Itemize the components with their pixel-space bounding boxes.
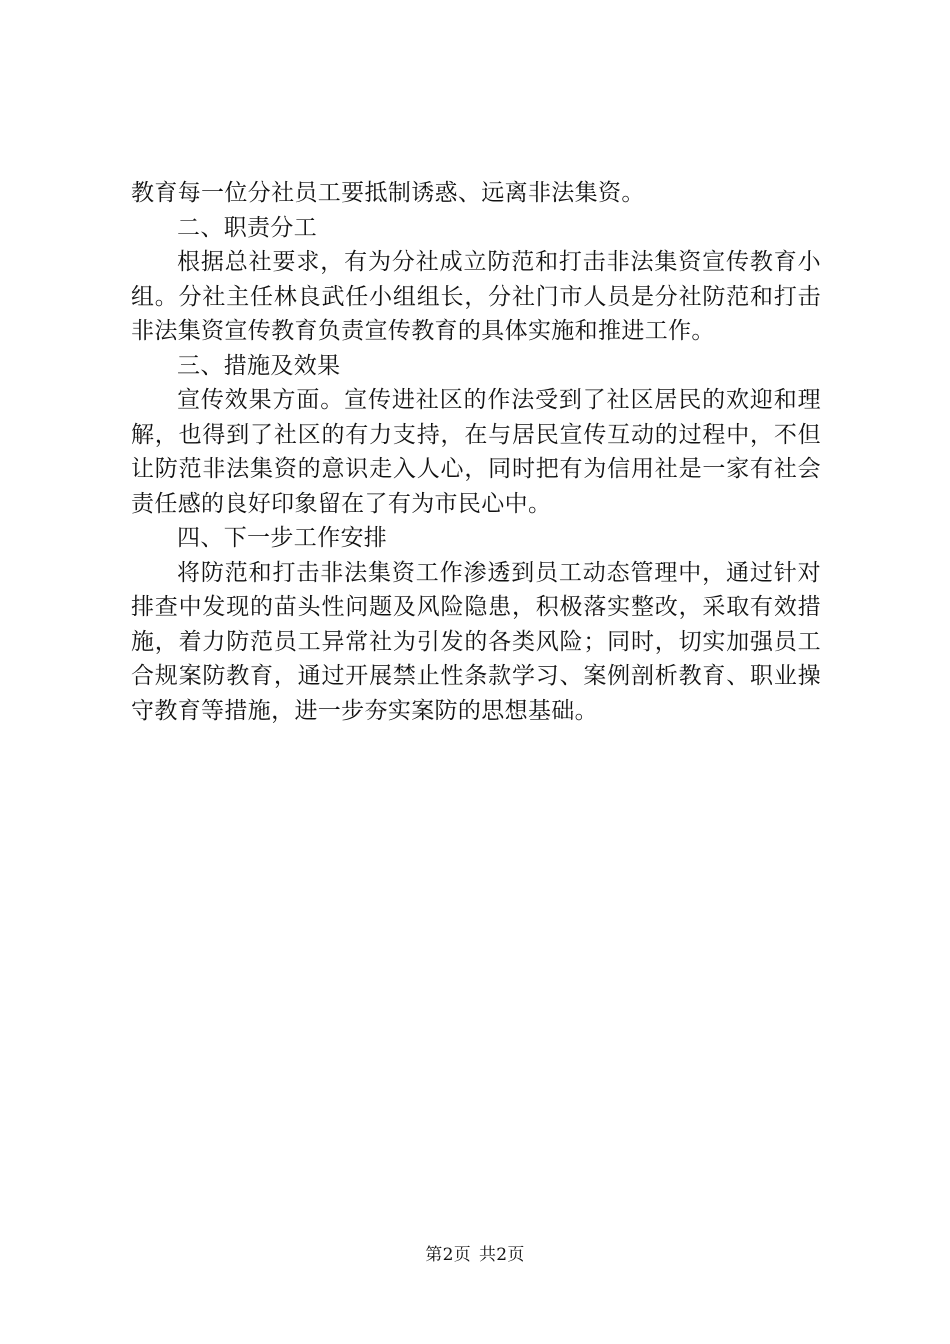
page-footer — [0, 1243, 950, 1267]
paragraph-duties: 根据总社要求，有为分社成立防范和打击非法集资宣传教育小组。分社主任林良武任小组组长，分社门市人员是分社防范和打击非法集资宣传教育负责宣传教育的具体实施和推进工作。 — [131, 249, 821, 344]
paragraph-intro-continuation: 教育每一位分社员工要抵制诱惑、远离非法集资。 — [131, 180, 645, 206]
page-number: 第2页 — [425, 1245, 471, 1265]
section-heading-measures: 三、措施及效果 — [177, 352, 341, 379]
section-heading-duties: 二、职责分工 — [177, 214, 318, 241]
paragraph-measures: 宣传效果方面。宣传进社区的作法受到了社区居民的欢迎和理解，也得到了社区的有力支持，在与居民宣传互动的过程中，不但让防范非法集资的意识走入人心，同时把有为信用社是一家有社会责任感的良好印象留在了有为市民心中。 — [131, 387, 821, 517]
paragraph-next-steps: 将防范和打击非法集资工作渗透到员工动态管理中，通过针对排查中发现的苗头性问题及风险隐患，积极落实整改，采取有效措施，着力防范员工异常社为引发的各类风险；同时，切实加强员工合规案防教育，通过开展禁止性条款学习、案例剖析教育、职业操守教育等措施，进一步夯实案防的思想基础。 — [131, 559, 821, 724]
section-heading-next-steps: 四、下一步工作安排 — [177, 525, 388, 551]
page-total: 共2页 — [479, 1245, 525, 1265]
document-body — [131, 176, 821, 728]
